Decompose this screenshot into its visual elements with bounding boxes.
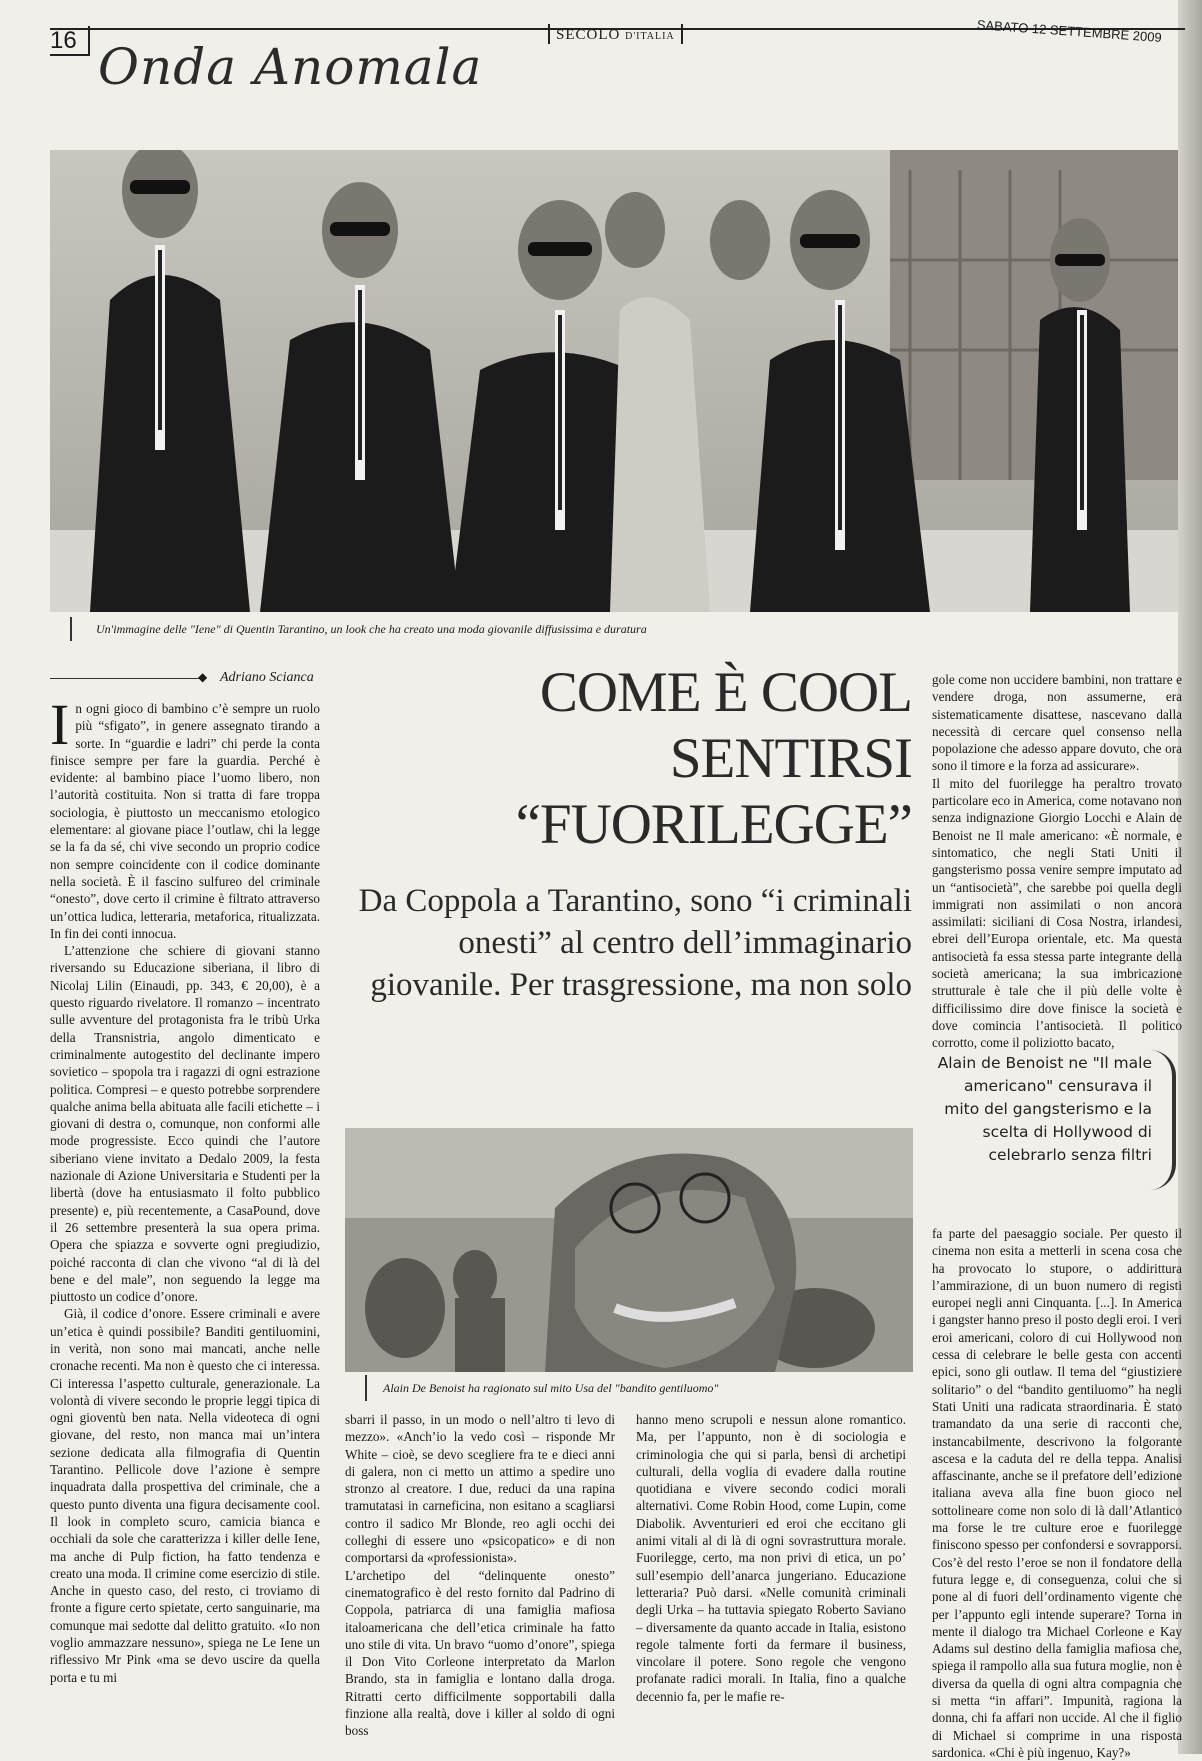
byline-arrow-icon: ◆: [198, 670, 208, 684]
headline-line-3: “FUORILEGGE”: [515, 793, 912, 856]
page-number: 16: [50, 26, 90, 56]
paragraph-2: L’attenzione che schiere di giovani stanno riversando su Educazione siberiana, il libro di Nicolaj Lilin (Einaudi, pp. 343, € 20,00), è a questo riguardo rivelatore. Il romanzo – incentrato sulle avventure del protagonista fra le tribù Urka della Transnistria, angolo dimenticato e criminalmente autogestito del declinante impero sovietico – spopola tra i ragazzi di ogni estrazione politica. Compresi – e questo potrebbe sorprendere qualche anima bella abituata alle facili etichette – i giovani di destra o, comunque, non conformi alle mode progressiste. Ecco quindi che l’autore siberiano viene invitato a Dedalo 2009, la festa nazionale di Azione Universitaria e Studenti per la libertà (dove ha entusiasmato il folto pubblico presente) e, più recentemente, a CasaPound, dove il 26 settembre presenterà la sua opera prima. Opera che spiazza e sovverte ogni pregiudizio, poiché racconta di clan che vivono “al di là del bene e del male”, non seguendo la legge ma piuttosto un codice d’onore.: [50, 943, 320, 1305]
paragraph-3: Già, il codice d’onore. Essere criminali e avere un’etica è quindi possibile? Banditi gentiluomini, in verità, non sono mai mancati, anche nelle cronache recenti. Ma non è questo che ci interessa. Ci interessa l’aspetto culturale, generazionale. La volontà di vivere secondo le proprie leggi tipica di ogni gioventù ben nata. Nella videoteca di ogni giovane, del resto, non manca mai un’intera sezione dedicata alla filmografia di Quentin Tarantino. Pellicole dove l’azione è sempre inquadrata dalla prospettiva del criminale, che a questo punto diventa una figura decisamente cool. Il look in completo scuro, camicia bianca e occhiali da sole che caratterizza i killer delle Iene, ma anche di Pulp fiction, ha fatto tendenza e creato una moda. Il crimine come esercizio di stile. Anche in questo caso, del resto, ci troviamo di fronte a figure certo spietate, certo sanguinarie, ma comunque mai sedotte dal delitto gratuito. «Io non voglio ammazzare nessuno», spiega ne Le Iene un riflessivo Mr Pink «ma se devo uscire da quella porta e tu mi: [50, 1306, 320, 1685]
headline: [340, 660, 912, 858]
drop-cap: I: [50, 692, 70, 757]
pull-quote-bracket: [1150, 1050, 1176, 1190]
byline: Adriano Scianca: [220, 670, 314, 685]
paragraph-1: [50, 692, 320, 942]
article-column-2a: sbarri il passo, in un modo o nell’altro ti levo di mezzo». «Anch’io la vedo così – risponde Mr White – cioè, se devo scegliere fra te e dieci anni di galera, non ci metto un attimo a spedire uno stronzo al creatore. I due, reduci da una rapina tramutatasi in carneficina, non esitano a scagliarsi contro il sadico Mr Blonde, reo agli occhi dei colleghi di essere uno «psicopatico» e di non comportarsi da «professionista». L’archetipo del “delinquente onesto” cinematografico è del resto fornito dal Padrino di Coppola, patriarca di una famiglia mafiosa italoamericana che dell’etica criminale ha fatto uno stile di vita. Un bravo “uomo d’onore”, spiega il Don Vito Corleone interpretato da Marlon Brando, sta in famiglia e lontano dalla droga. Ritratti certo difficilmente sopportabili dalla finzione alla realtà, dove i killer al soldo di ogni boss: [345, 1412, 615, 1739]
second-photo-caption: Alain De Benoist ha ragionato sul mito Usa del "bandito gentiluomo": [365, 1375, 923, 1401]
article-column-3-top: gole come non uccidere bambini, non trattare e vendere droga, non assumerne, era sistematicamente disattese, nascevano dalla necessità di cercare quel consenso nella popolazione che adesso appare dovuto, che ora sono il timore e la forza ad assicurare». Il mito del fuorilegge ha peraltro trovato particolare eco in America, come notavano non senza indignazione Giorgio Locchi e Alain de Benoist ne Il male americano: «È normale, e sintomatico, che negli Stati Uniti il gangsterismo possa venire sempre imputato ad un “antisocietà”, che sarebbe poi quella degli immigrati non assimilati o non ancora assimilati: siciliani di Cosa Nostra, irlandesi, ebrei dell’Europa orientale, etc. Ma questa antisocietà fa essa stessa parte integrante della società americana; la sua imbricazione strutturale è tale che il più delle volte è difficilissimo dire dove finisce la società e dove comincia l’antisocietà. Il politico corrotto, come il poliziotto bacato,: [932, 672, 1182, 1051]
article-column-3-bottom: fa parte del paesaggio sociale. Per questo il cinema non esita a metterli in scena cosa che ha provocato lo stupore, o addirittura l’ammirazione, di un buon numero di registi europei negli anni Cinquanta. [...]. In America i gangster hanno preso il posto degli eroi. I veri eroi americani, coloro di cui Hollywood non cessa di celebrare le belle gesta con accenti epici, sono gli outlaw. Il tema del “giustiziere solitario” o del “bandito gentiluomo” ha negli Stati Uniti una radicata straordinaria. È stato tramandato da una serie di racconti che, instancabilmente, descrivono la folgorante ascesa e la caduta del re della teppa. Analisi affascinante, anche se il prefatore dell’edizione italiana aveva alla fine buon gioco nel sottolineare come non solo di là dall’Atlantico ma forse le tre culture eroe e fuorilegge finiscono spesso per confondersi e sovrapporsi. Cos’è del resto l’eroe se non il fondatore della futura legge e, di conseguenza, colui che si pone al di fuori dell’ordinamento vigente che per l’appunto egli intende superare? Torna in mente il dialogo tra Michael Corleone e Kay Adams sul destino della famiglia mafiosa che, spiega il rampollo alla sua futura moglie, non è diversa da quella di ogni altra compagnia che si metta “in affari”. Impunità, ragiona la donna, chi fa affari non uccide. Al che il figlio di Michael si comprime in una risposta sardonica. «Chi è più ingenuo, Kay?»: [932, 1226, 1182, 1760]
paragraph-1-text: n ogni gioco di bambino c’è sempre un ruolo più “sfigato”, in genere assegnato tirando a sorte. In “guardie e ladri” chi perde la conta finisce sempre per fare la guardia. Perché è evidente: al bambino piace l’uomo libero, non l’autorità costituita. Non si tratta di fare troppa sociologia, è piuttosto un meccanismo etologico elementare: al giovane piace l’outlaw, chi la legge se la fa da sé, chi vive secondo un proprio codice non sempre coincidente con il codice dominante nella società. È il fascino sulfureo del criminale “onesto”, dove certo il crimine è filtrato attraverso un’ottica ludica, letteraria, metaforica, ritualizzata. In fin dei conti innocua.: [50, 701, 320, 941]
headline-line-2: SENTIRSI: [669, 727, 912, 790]
second-photo: [345, 1128, 913, 1372]
article-column-2b: hanno meno scrupoli e nessun alone romantico. Ma, per l’appunto, non è di sociologia e criminologia che qui si parla, bensì di archetipi culturali, della voglia di evadere dalla routine quotidiana e vivere secondo codici morali alternativi. Come Robin Hood, come Lupin, come Diabolik. Avventurieri ed eroi che eccitano gli animi vitali al di là di ogni sovrastruttura morale. Fuorilegge, certo, ma non privi di etica, un po’ sull’esempio dell’anarca jungeriano. Educazione letteraria? Può darsi. «Nelle comunità criminali degli Urka – ha tuttavia spiegato Roberto Saviano – diversamente da quanto accade in Italia, esistono regole talmente forti da fermare il business, vincolare il potere. Sono regole che vengono profanate radici morali. In Italia, fino a qualche decennio fa, per le mafie re-: [636, 1412, 906, 1704]
masthead-suffix: D'ITALIA: [625, 31, 675, 42]
main-photo-caption: Un'immagine delle "Iene" di Quentin Tarantino, un look che ha creato una moda giovanile diffusissima e duratura: [70, 617, 1196, 641]
main-photo: [50, 150, 1178, 612]
section-title: Onda Anomala: [98, 38, 483, 96]
issue-date: SABATO 12 SETTEMBRE 2009: [976, 17, 1162, 45]
masthead-name: SECOLO: [556, 27, 621, 43]
headline-line-1: COME È COOL: [539, 661, 912, 724]
byline-rule: [50, 678, 200, 679]
subheadline: Da Coppola a Tarantino, sono “i criminali onesti” al centro dell’immaginario giovanile. Per trasgressione, ma non solo: [358, 883, 912, 1003]
pull-quote: Alain de Benoist ne "Il male americano" censurava il mito del gangsterismo e la scelta di Hollywood di celebrarlo senza filtri: [937, 1054, 1152, 1164]
masthead: [548, 24, 683, 44]
article-column-1: [50, 692, 320, 1686]
